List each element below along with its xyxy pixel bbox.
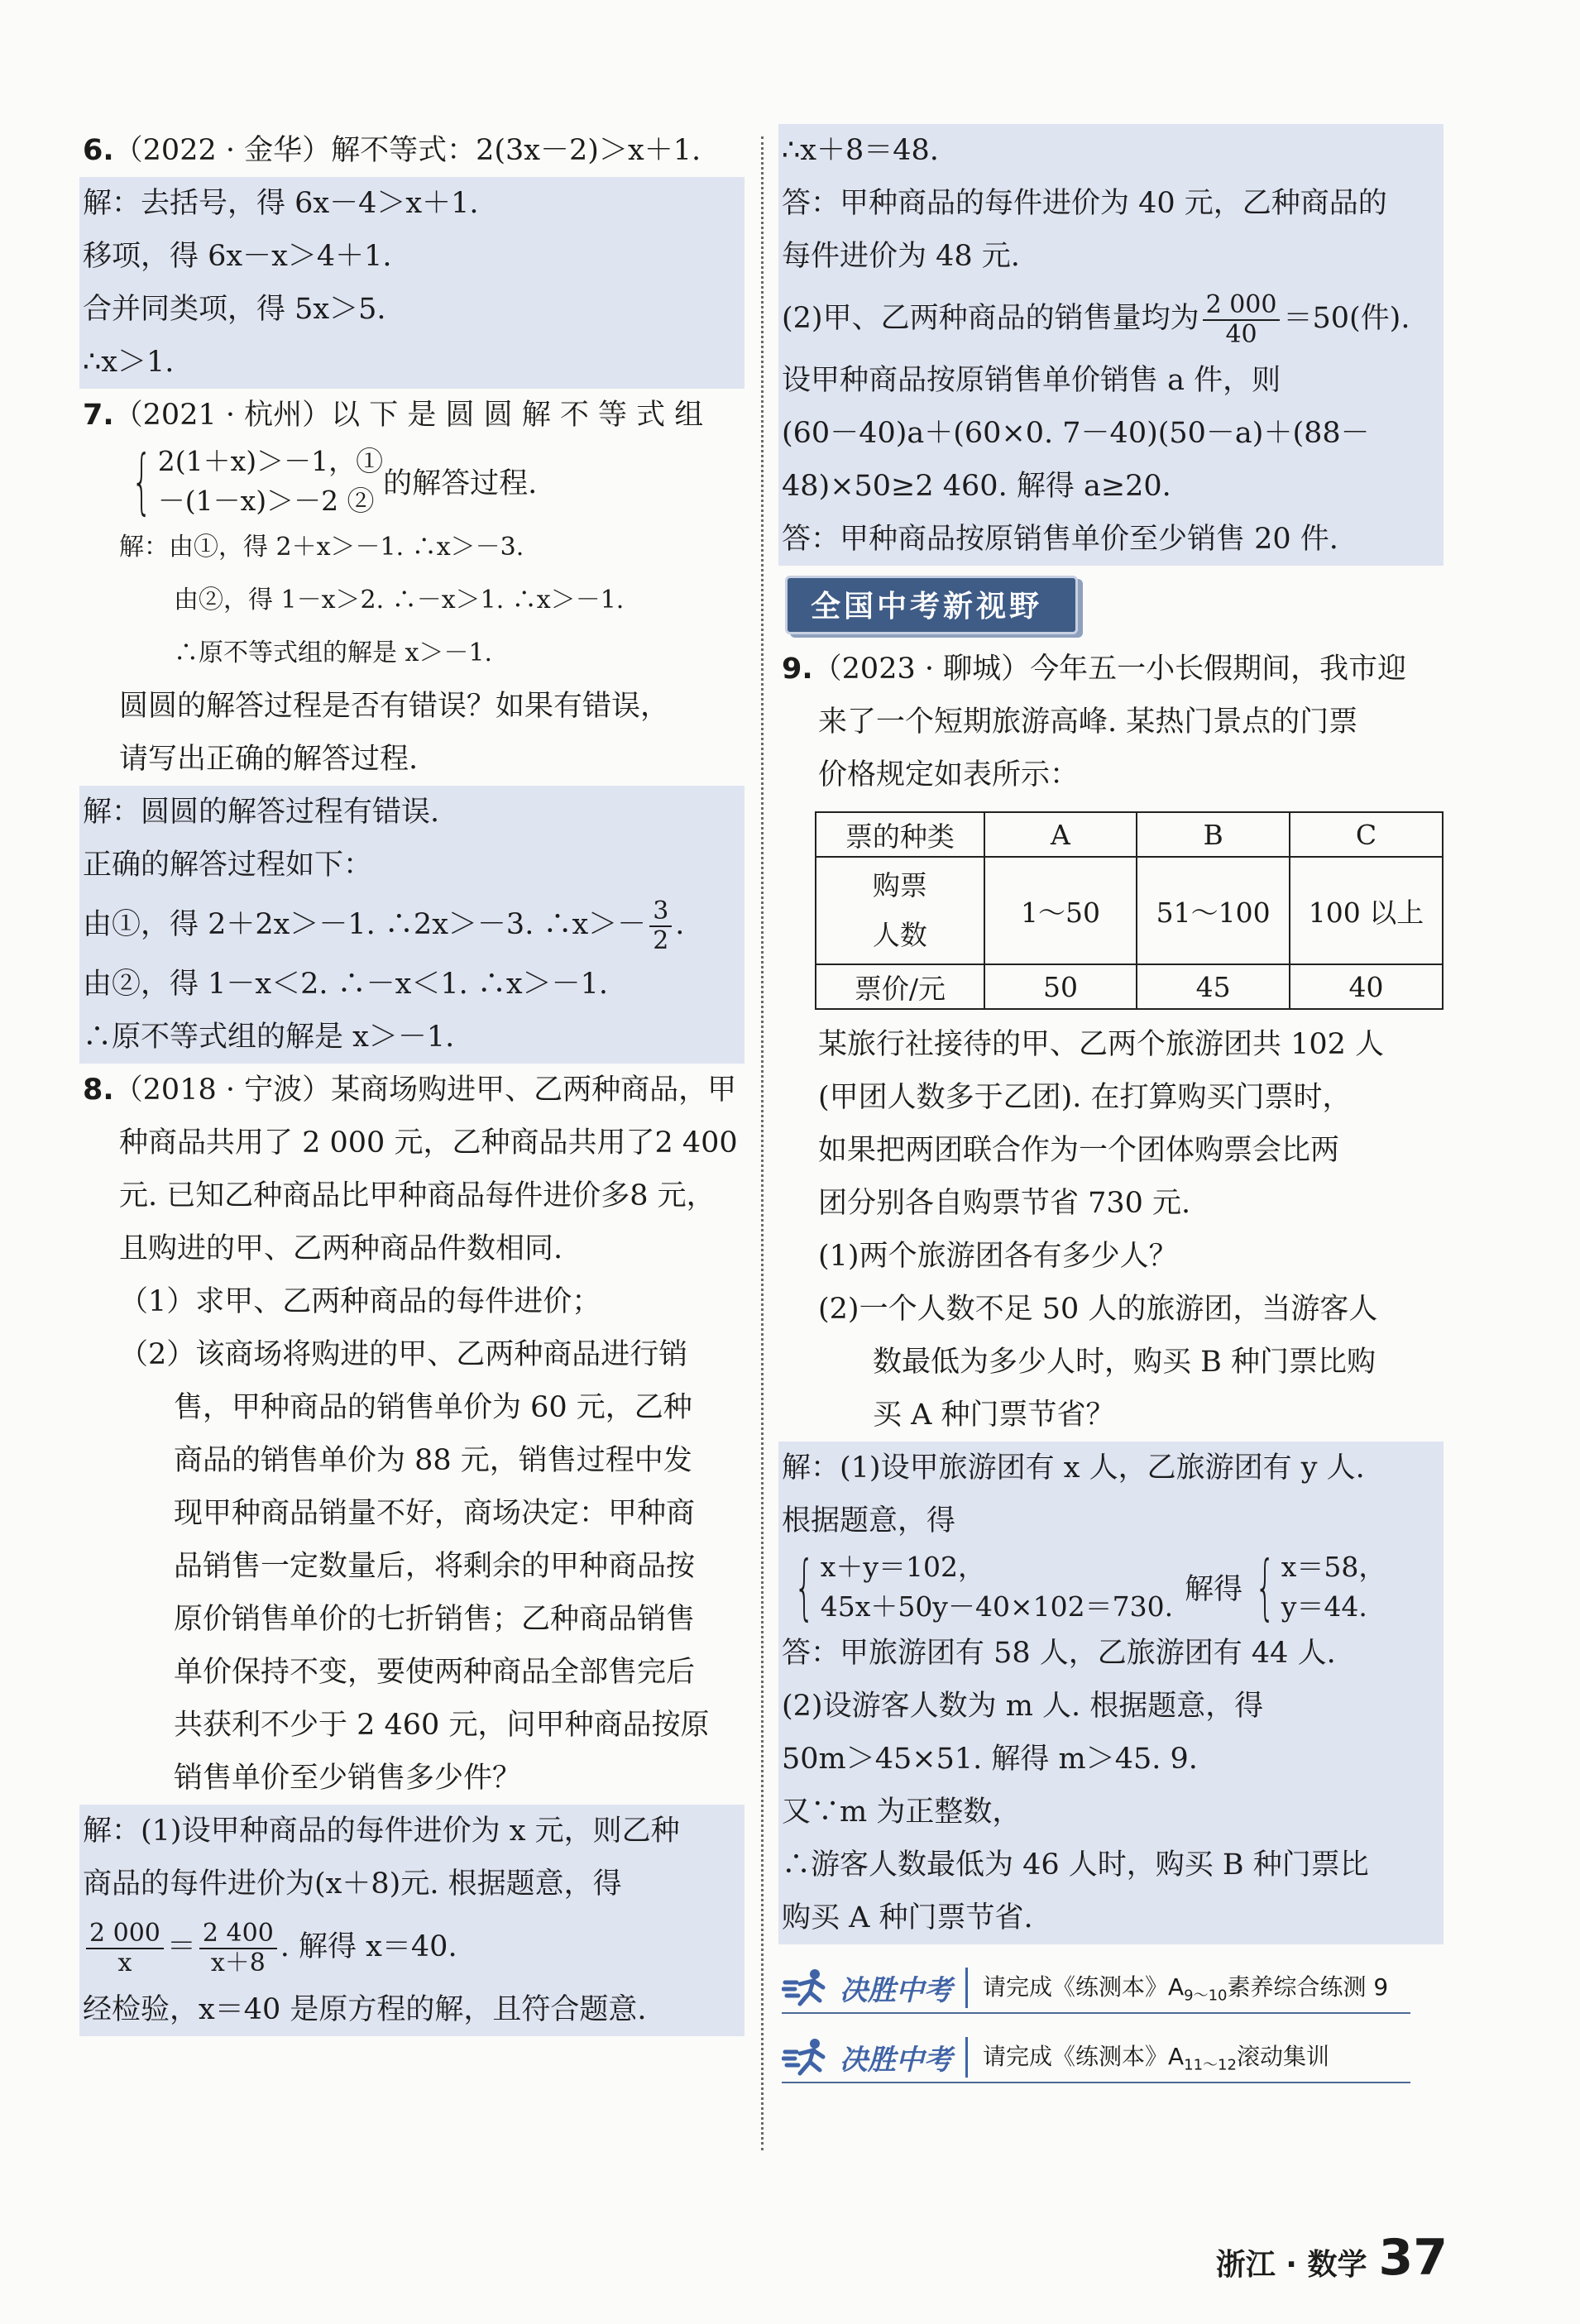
q8-stem: 8.（2018 · 宁波）某商场购进甲、乙两种商品，甲 [83,1074,737,1107]
section-banner: 全国中考新视野 [785,576,1078,634]
q9-part2: (2)一个人数不足 50 人的旅游团，当游客人 [818,1293,1378,1326]
q8-part1: （1）求甲、乙两种商品的每件进价； [119,1285,601,1318]
q8-answer: 解：(1)设甲种商品的每件进价为 x 元，则乙种 商品的每件进价为(x＋8)元. 根据题意，得 $\frac{2 000}{x}$ ＝ $\frac{2 400}{x+8}$ . 解得 x＝40. 经检验，x＝40 是原方程的解，且符合题意. [79,1805,745,2036]
q7-work-line: 由②，得 1－x＞2. ∴－x＞1. ∴x＞－1. [174,586,625,614]
q8-part2: （2）该商场将购进的甲、乙两种商品进行销 [119,1338,688,1371]
table-row: 票的种类 A B C [816,812,1443,857]
q7-work-line: 解：由①，得 2＋x＞－1. ∴x＞－3. [119,533,524,562]
brace-symbol: { [1255,1546,1276,1628]
runner-icon [782,1968,840,2007]
fraction: $\frac{3}{2}$ [649,897,672,955]
fraction: $\frac{2 000}{40}$ [1203,291,1281,349]
q6-answer: 解：去括号，得 6x－4＞x＋1. 移项，得 6x－x＞4＋1. 合并同类项，得 5x＞5. ∴x＞1. [79,177,745,389]
brace-symbol: { [132,440,152,523]
q9-stem: 9.（2023 · 聊城）今年五一小长假期间，我市迎 [782,653,1407,686]
page-footer [1216,2229,1448,2287]
ticket-price-table [815,811,1444,1010]
fraction: $\frac{2 400}{x+8}$ [199,1920,277,1977]
q6-stem: 6.（2022 · 金华）解不等式：2(3x－2)＞x＋1. [83,134,701,167]
q7-stem: 7.（2021 · 杭州）以 下 是 圆 圆 解 不 等 式 组 [83,399,704,432]
runner-icon [782,2037,840,2077]
right-column: ∴x＋8＝48. 答：甲种商品的每件进价为 40 元，乙种商品的 每件进价为 48 元. (2)甲、乙两种商品的销售量均为 $\frac{2 000}{40}$ ＝50(件). 设甲种商品按原销售单价销售 a 件，则 (60－40)a＋(60×0. 7－40)(50－a)＋(88－ 48)×50≥2 460. 解得 a≥20. 答：甲种商品按原销售单价至少销售 20 件. 全国中考新视野 9.（2023 · 聊城）今年五一小长假期间，我市迎 来了一个短期旅游高峰. 某热门景点的门票 价格规定如表所示： 票的种类 A B C 购票 人数 1～50 51～100 100 以上 票价/元 50 45 40 某旅行社接待的甲、乙两个旅游团共 102 人 (甲团人数多于乙团). 在打算购买门票时， 如果把两团联合作为一个团体购票会比两 团分别各自购票节省 730 元. (1)两个旅游团各有多少人？ (2)一个人数不足 50 人的旅游团，当游客人 数最低为多少人时，购买 B 种门票比购 买 A 种门票节省？ 解：(1)设甲旅游团有 x 人，乙旅游团有 y 人. 根据题意，得 { x＋y＝102， 45x＋50y－40×102＝730. 解得 { x＝58， y＝44. 答：甲旅游团有 58 人，乙旅游团有 44 人. (2)设游客人数为 m 人. 根据题意，得 50m＞45×51. 解得 m＞45. 9. 又∵m 为正整数， ∴游客人数最低为 46 人时，购买 B 种门票比 购买 A 种门票节省. 决胜中考 请完成《练测本》$A_{9\sim 10}$素养综合练测 9 决胜中考 请完成《练测本》$A_{11\sim 12}$滚动集训 [782,124,1444,2083]
q8-answer-continued: ∴x＋8＝48. 答：甲种商品的每件进价为 40 元，乙种商品的 每件进价为 48 元. (2)甲、乙两种商品的销售量均为 $\frac{2 000}{40}$ ＝50(件). 设甲种商品按原销售单价销售 a 件，则 (60－40)a＋(60×0. 7－40)(50－a)＋(88－ 48)×50≥2 460. 解得 a≥20. 答：甲种商品按原销售单价至少销售 20 件. [778,124,1444,566]
q9-part1: (1)两个旅游团各有多少人？ [818,1240,1178,1273]
practice-reminder-2: 决胜中考 请完成《练测本》$A_{11\sim 12}$滚动集训 [782,2032,1410,2083]
q7-answer: 解：圆圆的解答过程有错误. 正确的解答过程如下： 由①，得 2＋2x＞－1. ∴2x＞－3. ∴x＞－ $\frac{3}{2}$ . 由②，得 1－x＜2. ∴－x＜1. ∴x＞－1. ∴原不等式组的解是 x＞－1. [79,786,745,1064]
q7-work-line: ∴原不等式组的解是 x＞－1. [174,638,493,667]
practice-reminder-1: 决胜中考 请完成《练测本》$A_{9\sim 10}$素养综合练测 9 [782,1963,1410,2014]
q8-equation: $\frac{2 000}{x}$ ＝ $\frac{2 400}{x+8}$ . 解得 x＝40. [83,1910,745,1983]
q9-system: { x＋y＝102， 45x＋50y－40×102＝730. 解得 { x＝58， y＝44. [794,1546,1386,1628]
table-row: 票价/元 50 45 40 [816,964,1443,1009]
page-number: 37 [1378,2229,1448,2287]
subject-label: 浙江 · 数学 [1215,2248,1367,2282]
q7-question: 圆圆的解答过程是否有错误？如果有错误， [119,690,670,723]
brace-symbol: { [794,1546,815,1628]
q9-answer: 解：(1)设甲旅游团有 x 人，乙旅游团有 y 人. 根据题意，得 { x＋y＝102， 45x＋50y－40×102＝730. 解得 { x＝58， y＝44. 答：甲旅游团有 58 人，乙旅游团有 44 人. (2)设游客人数为 m 人. 根据题意，得 50m＞45×51. 解得 m＞45. 9. 又∵m 为正整数， ∴游客人数最低为 46 人时，购买 B 种门票比 购买 A 种门票节省. [778,1442,1444,1944]
table-row: 购票 人数 1～50 51～100 100 以上 [816,857,1443,964]
q7-system: { 2(1＋x)＞－1，① －(1－x)＞－2 ② 的解答过程. [132,440,538,523]
fraction: $\frac{2 000}{x}$ [86,1920,164,1977]
q7-question: 请写出正确的解答过程. [119,743,419,776]
left-column: 6.（2022 · 金华）解不等式：2(3x－2)＞x＋1. 解：去括号，得 6x－4＞x＋1. 移项，得 6x－x＞4＋1. 合并同类项，得 5x＞5. ∴x＞1. 7.（2021 · 杭州）以 下 是 圆 圆 解 不 等 式 组 { 2(1＋x)＞－1，① －(1－x)＞－2 ② 的解答过程. 解：由①，得 2＋x＞－1. ∴x＞－3. 由②，得 1－x＞2. ∴－x＞1. ∴x＞－1. ∴原不等式组的解是 x＞－1. 圆圆的解答过程是否有错误？如果有错误， 请写出正确的解答过程. 解：圆圆的解答过程有错误. 正确的解答过程如下： 由①，得 2＋2x＞－1. ∴2x＞－3. ∴x＞－ $\frac{3}{2}$ . 由②，得 1－x＜2. ∴－x＜1. ∴x＞－1. ∴原不等式组的解是 x＞－1. 8.（2018 · 宁波）某商场购进甲、乙两种商品，甲 种商品共用了 2 000 元，乙种商品共用了2 400 元. 已知乙种商品比甲种商品每件进价多8 元， 且购进的甲、乙两种商品件数相同. （1）求甲、乙两种商品的每件进价； （2）该商场将购进的甲、乙两种商品进行销 售，甲种商品的销售单价为 60 元，乙种 商品的销售单价为 88 元，销售过程中发 现甲种商品销量不好，商场决定：甲种商 品销售一定数量后，将剩余的甲种商品按 原价销售单价的七折销售；乙种商品销售 单价保持不变，要使两种商品全部售完后 共获利不少于 2 460 元，问甲种商品按原 销售单价至少销售多少件？ 解：(1)设甲种商品的每件进价为 x 元，则乙种 商品的每件进价为(x＋8)元. 根据题意，得 $\frac{2 000}{x}$ ＝ $\frac{2 400}{x+8}$ . 解得 x＝40. 经检验，x＝40 是原方程的解，且符合题意. [83,124,745,2036]
column-divider [761,136,764,2150]
